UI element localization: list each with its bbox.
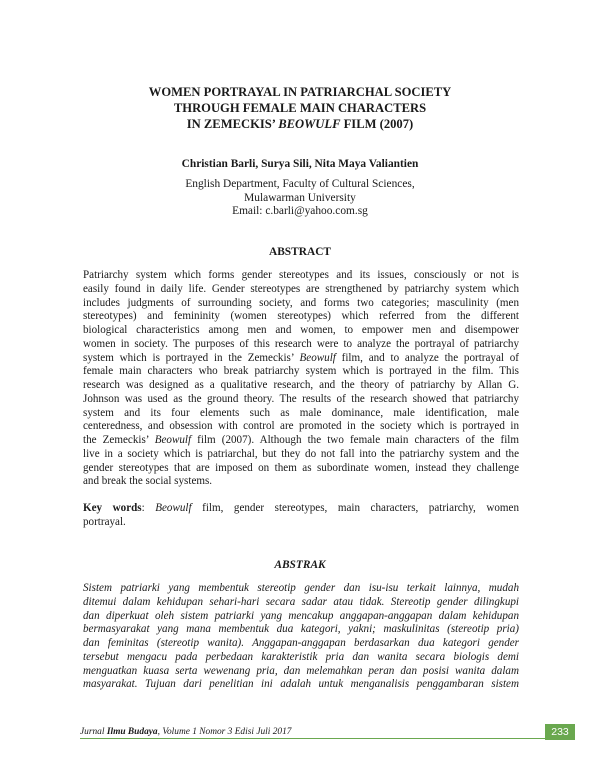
affiliation xyxy=(80,178,520,219)
abstract-line: Patriarchy system which forms gender stereotypes and its issues, consciously or not is xyxy=(83,269,519,281)
title-film-name: BEOWULF xyxy=(278,117,341,131)
abstract-line: women in society. The purposes of this research were to analyze the portrayal of patriarchy xyxy=(83,337,519,350)
abstrak-line: dan diperkuat oleh sistem patriarki yang mencakup anggapan-anggapan dalam kehidupan xyxy=(83,609,519,622)
abstract-line xyxy=(83,352,519,366)
abstract-body xyxy=(83,269,519,489)
keywords-label: Key words xyxy=(83,502,142,514)
keywords xyxy=(83,502,519,530)
abstrak-line: Sistem patriarki yang membentuk stereotip gender dan isu-isu terkait lainnya, mudah xyxy=(83,582,519,594)
abstract-line-7-pre: system which is portrayed in the Zemeckis’ xyxy=(83,351,300,364)
abstract-line: system and its four elements such as male dominance, male identification, male xyxy=(83,406,519,419)
abstract-line: easily found in daily life. Gender stereotypes are strengthened by patriarchy system which xyxy=(83,282,519,295)
abstract-line-7-post: film, and to analyze the portrayal of xyxy=(335,351,519,364)
affiliation-university: Mulawarman University xyxy=(244,191,356,204)
abstract-line: stereotypes) and femininity (women stereotypes) which referred from the different xyxy=(83,310,519,323)
footer-prefix: Jurnal xyxy=(80,727,107,737)
abstract-line: and break the social systems. xyxy=(83,475,213,488)
footer-rule xyxy=(80,738,545,739)
affiliation-email: Email: c.barli@yahoo.com.sg xyxy=(232,205,368,217)
keywords-rest: film, gender stereotypes, main characters, patriarchy, women xyxy=(191,502,520,514)
abstract-line: biological characteristics among men and women, to empower men and disempower xyxy=(83,324,519,336)
abstract-line: live in a society which is patriarchal, but they do not fall into the patriarchy system and the xyxy=(83,447,519,460)
abstract-line: gender stereotypes that are imposed on them as subordinate women, instead they challenge xyxy=(83,461,519,474)
title-line-2: THROUGH FEMALE MAIN CHARACTERS xyxy=(173,101,427,115)
abstrak-body xyxy=(83,582,519,692)
abstrak-line: tersebut mengacu pada perbedaan karakteristik pria dan wanita secara biologis demi xyxy=(83,650,519,663)
title-line-1: WOMEN PORTRAYAL IN PATRIARCHAL SOCIETY xyxy=(148,85,452,99)
abstrak-line: bermasyarakat yang mana membentuk dua kategori, yakni; maskulinitas (stereotip pria) xyxy=(83,623,519,636)
affiliation-department: English Department, Faculty of Cultural Sciences, xyxy=(185,178,415,190)
author-list: Christian Barli, Surya Sili, Nita Maya Valiantien xyxy=(181,158,419,170)
paper-title xyxy=(80,84,520,132)
title-line-3-pre: IN ZEMECKIS’ xyxy=(186,117,279,131)
abstrak-heading: ABSTRAK xyxy=(274,559,326,571)
abstrak-line: dan feminitas (stereotip wanita). Anggapan-anggapan berdasarkan dua kategori gender xyxy=(83,637,519,649)
abstrak-line: menguatkan kuasa serta wewenang pria, dan melemahkan peran dan posisi wanita dalam xyxy=(83,664,519,677)
abstract-line: research was designed as a qualitative research, and the theory of patriarchy by Allan G. xyxy=(83,379,519,391)
abstract-line: centeredness, and obsession with control are promoted in the society which is portrayed in xyxy=(83,420,519,433)
keywords-line-2: portrayal. xyxy=(83,515,126,528)
footer-issue: , Volume 1 Nomor 3 Edisi Juli 2017 xyxy=(157,727,292,737)
abstract-heading: ABSTRACT xyxy=(268,246,332,258)
abstract-line: female main characters who break patriarchy system which is portrayed in the film. This xyxy=(83,365,519,378)
abstract-line xyxy=(83,434,519,448)
footer-journal-name: Ilmu Budaya xyxy=(106,727,158,737)
abstrak-line: masyarakat. Tujuan dari penelitian ini adalah untuk menganalisis penggambaran sistem xyxy=(83,678,519,691)
abstract-line: Johnson was used as the ground theory. The results of the research showed that patriarchy xyxy=(83,392,519,405)
keywords-line-1 xyxy=(83,502,519,516)
keywords-separator: : xyxy=(141,502,156,514)
title-line-3-post: FILM (2007) xyxy=(340,117,414,131)
abstract-line: includes judgments of surrounding society, and forms two categories; masculinity (men xyxy=(83,296,519,309)
page-number-badge: 233 xyxy=(545,724,575,740)
abstrak-line: ditemui dalam kehidupan sehari-hari secara sadar atau tidak. Stereotip gender dilingkupi xyxy=(83,595,519,608)
abstract-film-name: Beowulf xyxy=(299,351,336,364)
keywords-film-name: Beowulf xyxy=(155,502,192,514)
journal-footer xyxy=(80,727,291,737)
abstract-line-13-post: film (2007). Although the two female main characters of the film xyxy=(191,434,519,446)
abstract-film-name: Beowulf xyxy=(154,434,192,446)
abstract-line-13-pre: the Zemeckis’ xyxy=(83,434,155,446)
title-line-3 xyxy=(80,116,520,132)
